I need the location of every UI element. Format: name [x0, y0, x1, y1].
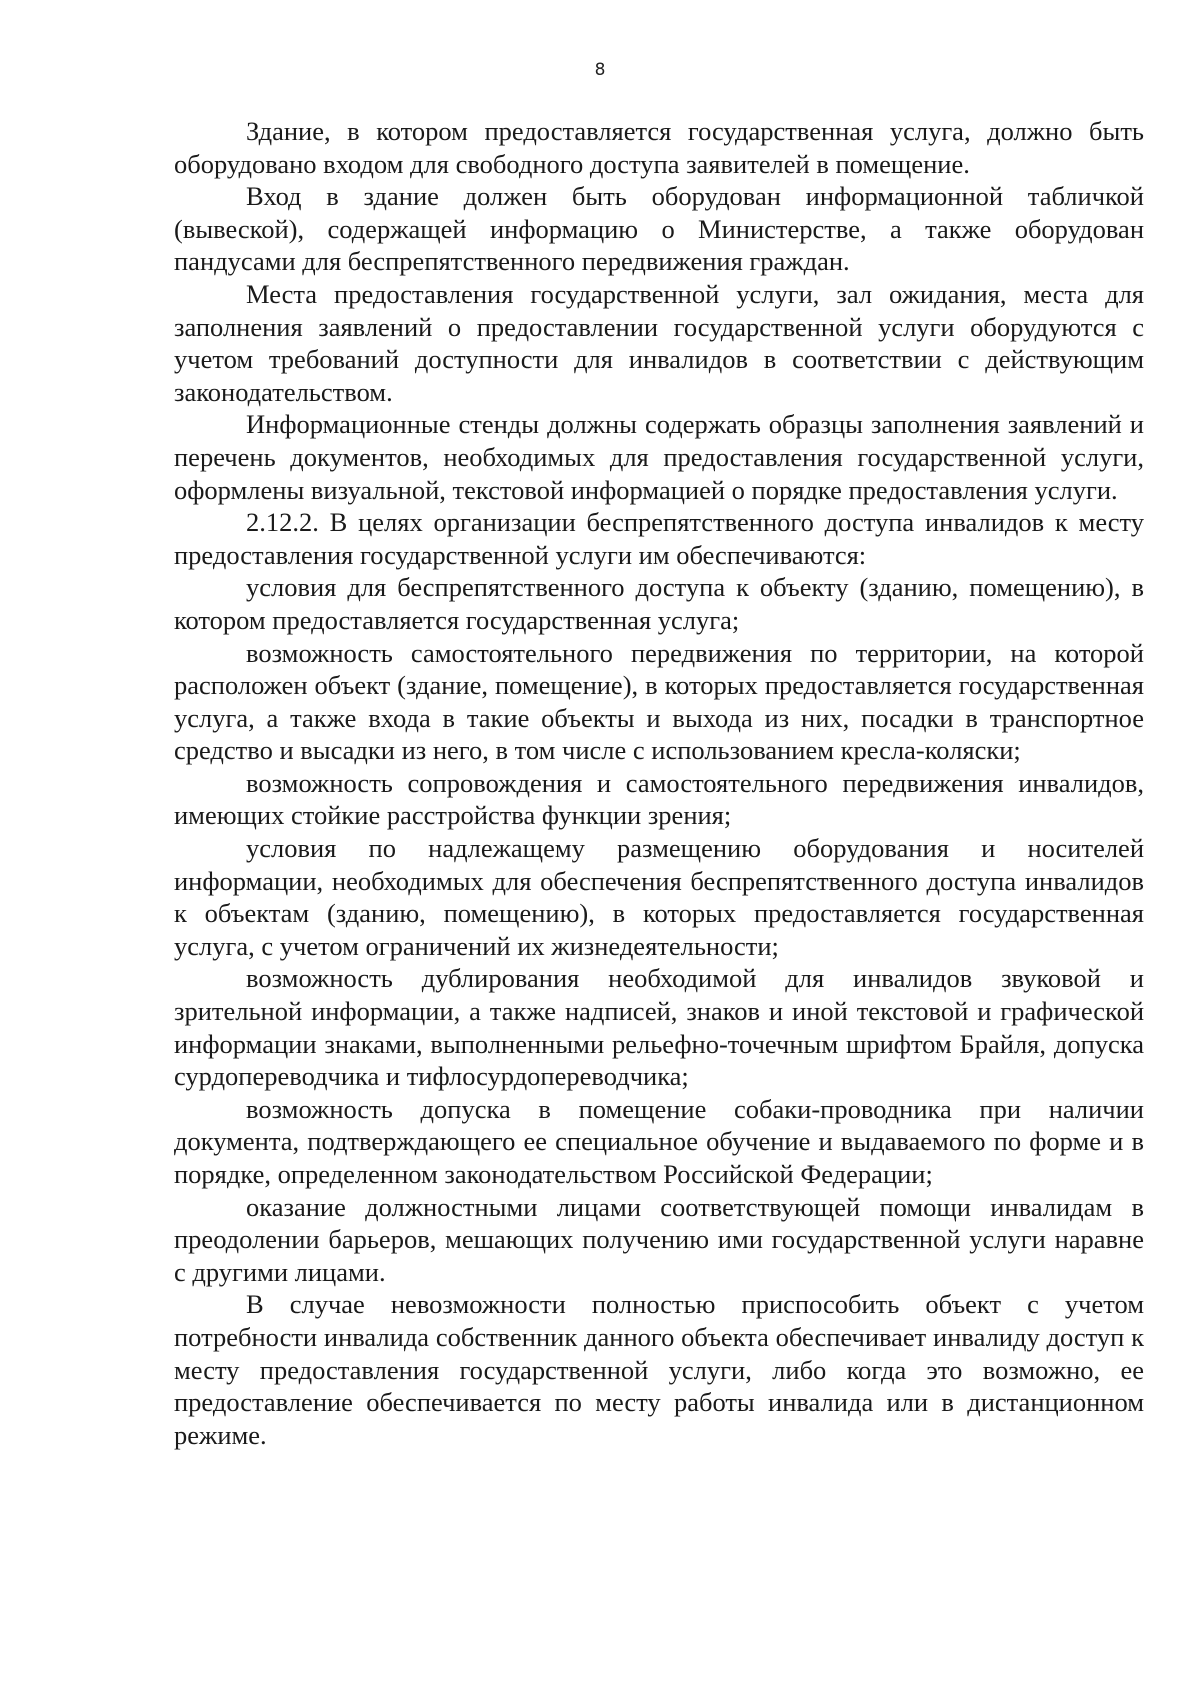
- paragraph: возможность допуска в помещение собаки-проводника при наличии документа, подтверждающего ее специальное обучение и выдаваемого по форме и в порядке, определенном законодательством Российской Федерации;: [174, 1093, 1144, 1189]
- paragraph: Вход в здание должен быть оборудован информационной табличкой (вывеской), содержащей информацию о Министерстве, а также оборудован пандусами для беспрепятственного передвижения граждан.: [174, 181, 1144, 277]
- page-number: 8: [594, 60, 606, 80]
- paragraph: Информационные стенды должны содержать образцы заполнения заявлений и перечень документов, необходимых для предоставления государственной услуги, оформлены визуальной, текстовой информацией о порядке предоставления услуги.: [174, 409, 1144, 505]
- document-body: [174, 115, 1144, 1451]
- paragraph: Здание, в котором предоставляется государственная услуга, должно быть оборудовано входом для свободного доступа заявителей в помещение.: [174, 116, 1144, 179]
- paragraph: оказание должностными лицами соответствующей помощи инвалидам в преодолении барьеров, мешающих получению ими государственной услуги наравне с другими лицами.: [174, 1191, 1144, 1287]
- paragraph: возможность дублирования необходимой для инвалидов звуковой и зрительной информации, а также надписей, знаков и иной текстовой и графической информации знаками, выполненными рельефно-точечным шрифтом Брайля, допуска сурдопереводчика и тифлосурдопереводчика;: [174, 963, 1144, 1092]
- paragraph: 2.12.2. В целях организации беспрепятственного доступа инвалидов к месту предоставления государственной услуги им обеспечиваются:: [174, 507, 1144, 570]
- paragraph: В случае невозможности полностью приспособить объект с учетом потребности инвалида собственник данного объекта обеспечивает инвалиду доступ к месту предоставления государственной услуги, либо когда это возможно, ее предоставление обеспечивается по месту работы инвалида или в дистанционном режиме.: [174, 1289, 1144, 1450]
- paragraph: условия по надлежащему размещению оборудования и носителей информации, необходимых для обеспечения беспрепятственного доступа инвалидов к объектам (зданию, помещению), в которых предоставляется государственная услуга, с учетом ограничений их жизнедеятельности;: [174, 833, 1144, 961]
- paragraph: возможность самостоятельного передвижения по территории, на которой расположен объект (здание, помещение), в которых предоставляется государственная услуга, а также входа в такие объекты и выхода из них, посадки в транспортное средство и высадки из него, в том числе с использованием кресла-коляски;: [174, 637, 1144, 766]
- paragraph: условия для беспрепятственного доступа к объекту (зданию, помещению), в котором предоставляется государственная услуга;: [174, 572, 1144, 635]
- paragraph: Места предоставления государственной услуги, зал ожидания, места для заполнения заявлений о предоставлении государственной услуги оборудуются с учетом требований доступности для инвалидов в соответствии с действующим законодательством.: [174, 278, 1144, 407]
- paragraph: возможность сопровождения и самостоятельного передвижения инвалидов, имеющих стойкие расстройства функции зрения;: [174, 767, 1144, 831]
